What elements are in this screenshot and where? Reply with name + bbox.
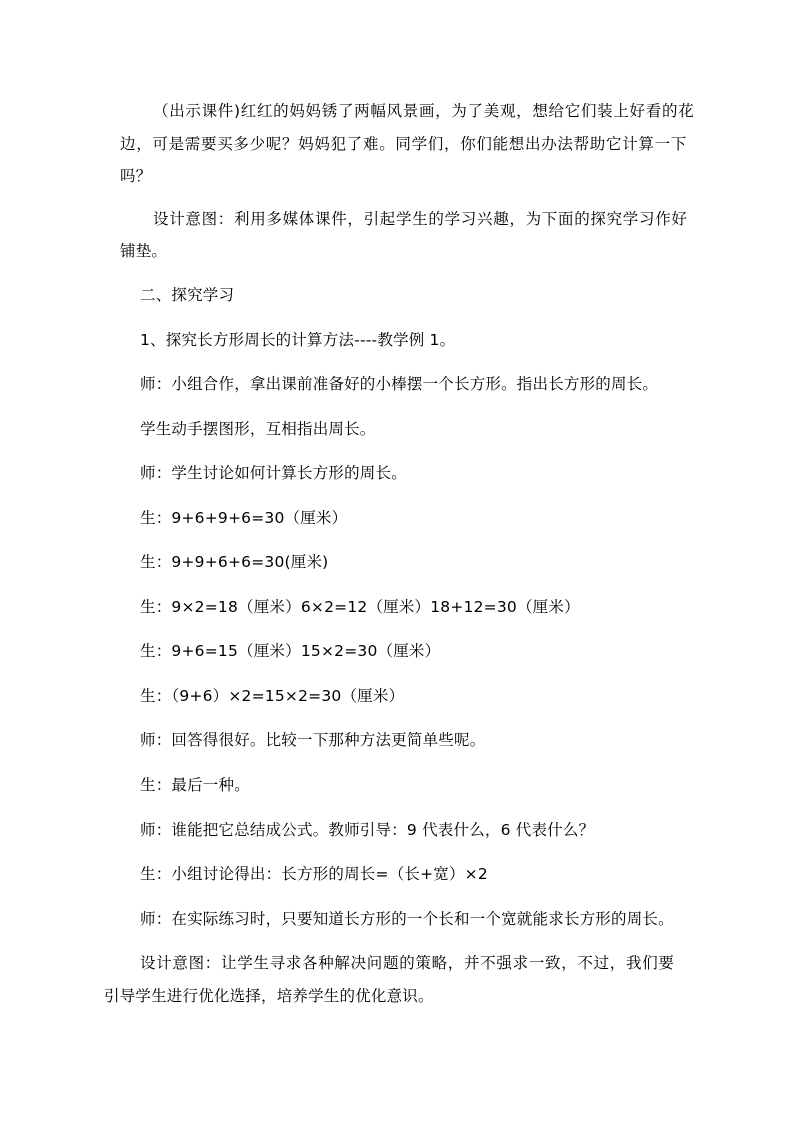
answer-line-1: 生：9+6+9+6=30（厘米） [140,509,348,527]
intro-line-2: 边，可是需要买多少呢？妈妈犯了难。同学们，你们能想出办法帮助它计算一下 [120,135,688,153]
item-heading: 1、探究长方形周长的计算方法----教学例 1。 [140,331,456,349]
answer-line-4: 生：9+6=15（厘米）15×2=30（厘米） [140,642,441,660]
answer-line-2: 生：9+9+6+6=30(厘米) [140,553,329,571]
design-intent-2-line-2: 引导学生进行优化选择，培养学生的优化意识。 [104,987,434,1005]
design-intent-1-line-2: 铺垫。 [120,242,168,260]
answer-line-6: 生：最后一种。 [140,776,250,794]
design-intent-1-line-1: 设计意图：利用多媒体课件，引起学生的学习兴趣，为下面的探究学习作好 [153,210,688,228]
teacher-line-2: 师：学生讨论如何计算长方形的周长。 [140,464,407,482]
teacher-line-4: 师：谁能把它总结成公式。教师引导：9 代表什么，6 代表什么？ [140,821,595,839]
intro-line-3: 吗？ [120,167,152,185]
section-heading: 二、探究学习 [140,286,235,304]
teacher-line-5: 师：在实际练习时，只要知道长方形的一个长和一个宽就能求长方形的周长。 [140,910,674,928]
intro-line-1: （出示课件)红红的妈妈锈了两幅风景画，为了美观，想给它们装上好看的花 [153,102,695,120]
answer-line-7: 生：小组讨论得出：长方形的周长=（长+宽）×2 [140,865,488,883]
answer-line-5: 生：（9+6）×2=15×2=30（厘米） [140,687,405,705]
student-line-1: 学生动手摆图形，互相指出周长。 [140,420,376,438]
design-intent-2-line-1: 设计意图：让学生寻求各种解决问题的策略，并不强求一致，不过，我们要 [140,954,675,972]
teacher-line-3: 师：回答得很好。比较一下那种方法更简单些呢。 [140,731,486,749]
teacher-line-1: 师：小组合作，拿出课前准备好的小棒摆一个长方形。指出长方形的周长。 [140,375,659,393]
answer-line-3: 生：9×2=18（厘米）6×2=12（厘米）18+12=30（厘米） [140,598,580,616]
